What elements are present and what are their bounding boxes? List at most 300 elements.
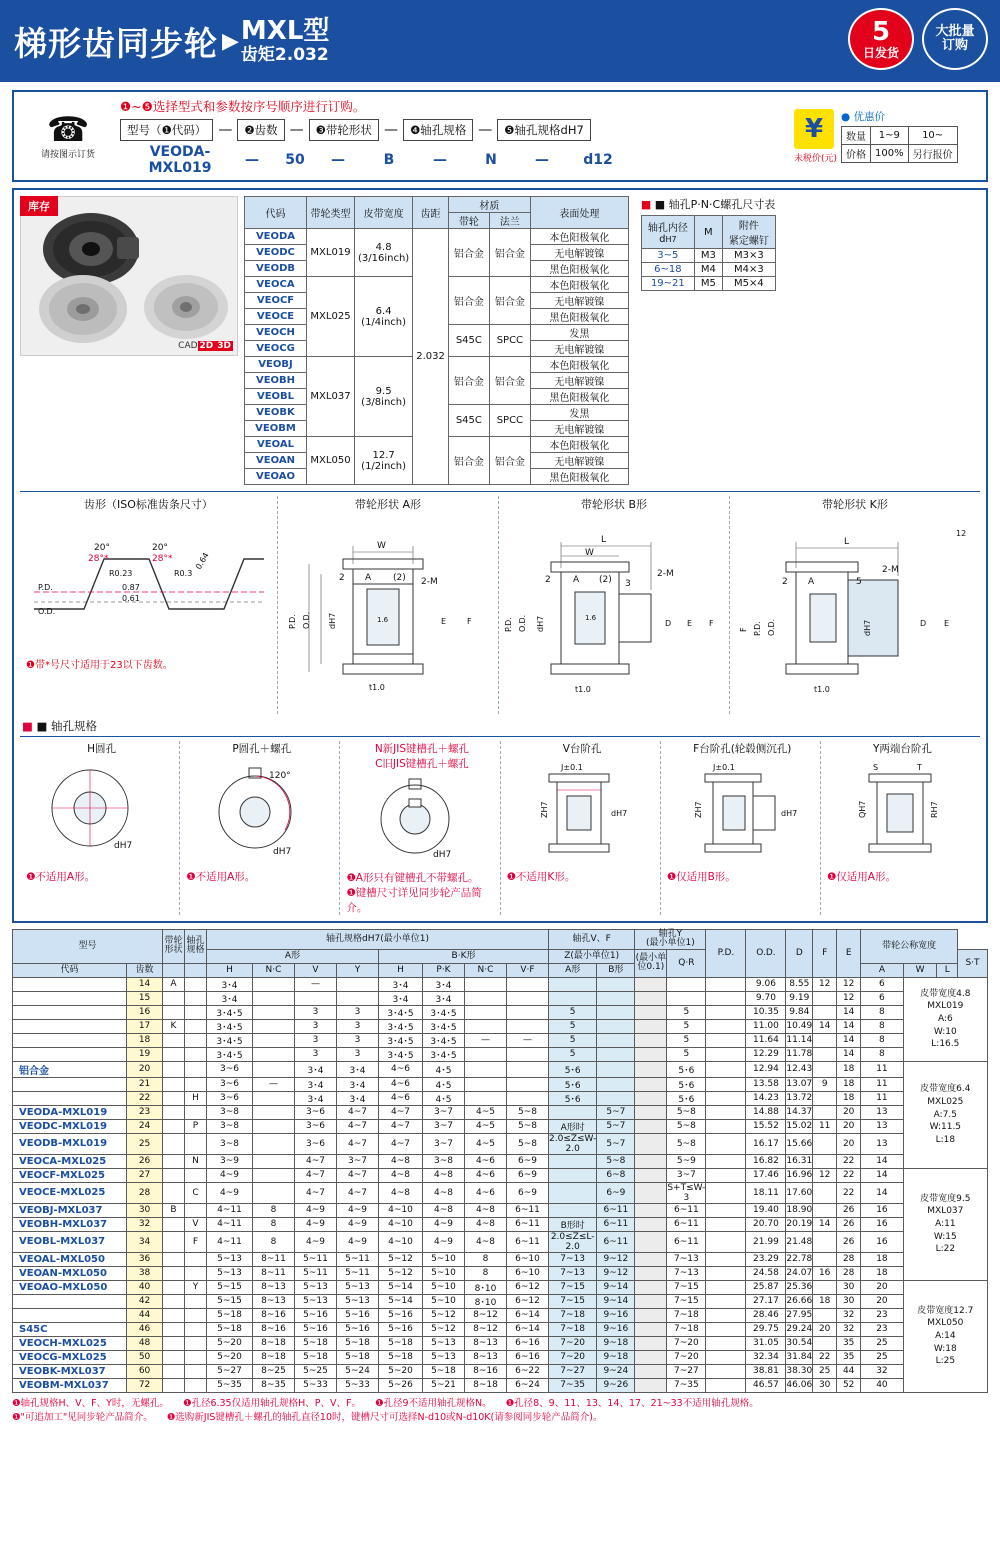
spec-z-B (597, 1061, 635, 1077)
spec-a-NC: 8 (253, 1231, 295, 1252)
spec-b-PK: 4~9 (423, 1217, 465, 1231)
spec-a-H: 5~13 (207, 1252, 253, 1266)
price-table (841, 126, 958, 163)
spec-z-note (635, 1322, 667, 1336)
price-value-2: 另行报价 (908, 144, 957, 162)
spec-a-NC (253, 1033, 295, 1047)
spec-a-V: 5~13 (295, 1280, 337, 1294)
spec-a-V: 5~13 (295, 1294, 337, 1308)
code-cell: VEOAN (245, 453, 307, 469)
spec-a-V: 4~9 (295, 1231, 337, 1252)
bore-v (501, 741, 661, 915)
spec-a-H: 3~8 (207, 1133, 253, 1154)
spec-e: 13 (861, 1105, 903, 1119)
spec-z-A: 7~13 (549, 1252, 597, 1266)
spec-y-QR (667, 991, 706, 1005)
spec-a-V: 3 (295, 1005, 337, 1019)
svg-text:2-M: 2-M (657, 569, 674, 579)
example-model: VEODA-MXL019 (148, 143, 212, 176)
shape-a-svg (281, 514, 496, 714)
spec-bore-shape-cell: N (185, 1154, 207, 1168)
bore-nc-note2-text: ❶键槽尺寸详见同步轮产品简介。 (346, 887, 482, 914)
spec-a-V: 5~11 (295, 1252, 337, 1266)
spec-b-VF (507, 1005, 549, 1019)
spec-col-e: E (837, 930, 861, 978)
bore-y-note-text: ❶仅适用A形。 (826, 871, 896, 883)
spec-col-teeth: 齿数 (127, 963, 163, 977)
mat2-cell: SPCC (489, 325, 530, 357)
spec-a-H: 3~9 (207, 1154, 253, 1168)
spec-d (813, 1091, 837, 1105)
spec-b-NC: 8~12 (465, 1322, 507, 1336)
order-example-row (120, 144, 788, 176)
spec-z-B (597, 1077, 635, 1091)
spec-b-H: 4~8 (379, 1154, 423, 1168)
spec-b-H: 3･4･5 (379, 1019, 423, 1033)
spec-bore-shape-cell: C (185, 1182, 207, 1203)
main-content-box (12, 188, 988, 923)
spec-y-ST (706, 1091, 746, 1105)
table-row (13, 1077, 988, 1091)
spec-f: 12 (837, 977, 861, 991)
spec-a-V: 5~18 (295, 1350, 337, 1364)
order-fields (114, 97, 788, 176)
spec-z-A: 7~20 (549, 1350, 597, 1364)
badge-days-text: 日发货 (862, 46, 899, 60)
spec-a-H: 3~8 (207, 1119, 253, 1133)
spec-a-H: 5~13 (207, 1266, 253, 1280)
spec-a-V (295, 991, 337, 1005)
spec-y-QR: 7~18 (667, 1308, 706, 1322)
spec-b-VF: 6~10 (507, 1266, 549, 1280)
spec-teeth-cell: 38 (127, 1266, 163, 1280)
spec-pd: 11.64 (746, 1033, 786, 1047)
spec-y-ST (706, 991, 746, 1005)
spec-b-H: 3･4･5 (379, 1005, 423, 1019)
price-head-price: 价格 (842, 144, 871, 162)
width-cell: 9.5 (3/8inch) (355, 357, 413, 437)
spec-z-B (597, 977, 635, 991)
badge-shipping-days (848, 8, 914, 70)
spec-a-NC (253, 1182, 295, 1203)
svg-text:0.61: 0.61 (121, 594, 140, 603)
spec-z-A: 2.0≤Z≤L-2.0 (549, 1231, 597, 1252)
spec-a-V: 3･4 (295, 1061, 337, 1077)
spec-b-VF: 6~11 (507, 1231, 549, 1252)
spec-b-PK: 5~12 (423, 1322, 465, 1336)
spec-a-H: 4~9 (207, 1182, 253, 1203)
spec-y-ST (706, 977, 746, 991)
spec-b-NC: 8 (465, 1266, 507, 1280)
code-cell: VEOAO (245, 469, 307, 485)
spec-a-V: 5~18 (295, 1336, 337, 1350)
spec-d: 25 (813, 1364, 837, 1378)
code-cell: VEOBM (245, 421, 307, 437)
spec-y-QR: 7~35 (667, 1378, 706, 1392)
bore-y-note (823, 869, 978, 884)
spec-z-note (635, 1266, 667, 1280)
spec-a-NC: 8~16 (253, 1308, 295, 1322)
spec-f: 18 (837, 1061, 861, 1077)
svg-text:L: L (601, 535, 607, 545)
spec-a-NC: — (253, 1077, 295, 1091)
spec-d: 14 (813, 1019, 837, 1033)
page-header (0, 0, 1000, 82)
spec-col-code: 代码 (13, 963, 127, 977)
spec-a-V: 3~6 (295, 1133, 337, 1154)
spec-z-note (635, 1280, 667, 1294)
spec-b-NC (465, 1019, 507, 1033)
spec-b-NC: 4~5 (465, 1133, 507, 1154)
spec-a-NC (253, 1154, 295, 1168)
spec-z-A: A形时 (549, 1119, 597, 1133)
spec-y-ST (706, 1019, 746, 1033)
spec-shape-blank-1 (163, 963, 185, 977)
mat2-cell: 铝合金 (489, 229, 530, 277)
spec-sub-bPK: P·K (423, 963, 465, 977)
spec-a-NC (253, 1133, 295, 1154)
table-row (13, 1091, 988, 1105)
spec-z-A: 5･6 (549, 1091, 597, 1105)
spec-z-note (635, 1168, 667, 1182)
spec-d (813, 1105, 837, 1119)
spec-teeth-cell: 17 (127, 1019, 163, 1033)
price-block (788, 109, 978, 164)
table-row (13, 1105, 988, 1119)
screw-size: M4×3 (722, 263, 775, 277)
mat1-cell: 铝合金 (448, 277, 489, 325)
mat2-cell: 铝合金 (489, 437, 530, 485)
spec-a-H: 5~35 (207, 1378, 253, 1392)
spec-y-ST (706, 1077, 746, 1091)
spec-bore-shape-cell (185, 1061, 207, 1077)
spec-z-note (635, 1350, 667, 1364)
col-width: 皮带宽度 (355, 197, 413, 229)
spec-teeth-cell: 24 (127, 1119, 163, 1133)
title-arrow-icon: ▶ (222, 28, 239, 54)
svg-text:F: F (709, 619, 714, 628)
spec-b-NC: 8･10 (465, 1280, 507, 1294)
spec-y-QR: 5~8 (667, 1119, 706, 1133)
code-cell: VEOCA (245, 277, 307, 293)
spec-model-cell: VEODA-MXL019 (13, 1105, 127, 1119)
order-instruction-bar (12, 90, 988, 182)
spec-shape-cell: A (163, 977, 185, 991)
spec-a-Y: 3 (337, 1033, 379, 1047)
svg-text:2: 2 (545, 575, 551, 585)
spec-z-A: 5 (549, 1005, 597, 1019)
svg-text:L: L (844, 537, 850, 547)
spec-shape-cell (163, 1252, 185, 1266)
spec-b-PK: 5~21 (423, 1378, 465, 1392)
spec-sub-zB: B形 (597, 963, 635, 977)
spec-sub-a: A (861, 963, 903, 977)
spec-od: 11.14 (786, 1035, 813, 1046)
spec-od: 46.06 (786, 1380, 813, 1391)
spec-od: 16.31 (786, 1156, 813, 1167)
spec-z-A: 7~15 (549, 1294, 597, 1308)
svg-text:R0.23: R0.23 (108, 569, 132, 578)
spec-y-QR: 7~15 (667, 1280, 706, 1294)
code-cell: VEOCG (245, 341, 307, 357)
spec-b-H: 4~7 (379, 1119, 423, 1133)
spec-od: 18.90 (786, 1205, 813, 1216)
spec-bore-shape-cell: Y (185, 1280, 207, 1294)
spec-y-ST (706, 1322, 746, 1336)
spec-b-NC: 8 (465, 1252, 507, 1266)
spec-pd: 11.00 (746, 1019, 786, 1033)
footnote-6: ❶选购新JIS键槽孔＋螺孔的轴孔直径10时，键槽尺寸可选择N-d10或N-d10K(请参阅同步轮产品简介)。 (166, 1412, 603, 1424)
svg-text:dH7: dH7 (536, 615, 545, 632)
tooth-note: ❶带*号尺寸适用于23以下齿数。 (26, 660, 173, 671)
table-row (13, 1019, 988, 1033)
spec-y-QR: 5~8 (667, 1105, 706, 1119)
spec-a-NC: 8 (253, 1217, 295, 1231)
spec-y-ST (706, 1133, 746, 1154)
spec-b-NC (465, 1077, 507, 1091)
spec-e: 16 (861, 1203, 903, 1217)
cad-2d: 2D (199, 341, 214, 351)
spec-f: 44 (837, 1364, 861, 1378)
spec-b-PK: 4~9 (423, 1231, 465, 1252)
spec-bore-shape-cell: H (185, 1091, 207, 1105)
spec-a-NC (253, 1019, 295, 1033)
spec-y-QR: 5･6 (667, 1091, 706, 1105)
spec-col-st: S·T (958, 949, 988, 977)
spec-model-cell: VEOBL-MXL037 (13, 1231, 127, 1252)
svg-text:(2): (2) (392, 573, 406, 583)
code-cell: VEOCE (245, 309, 307, 325)
spec-y-ST (706, 1336, 746, 1350)
bore-p-svg (185, 756, 335, 866)
spec-b-NC: 4~6 (465, 1154, 507, 1168)
spec-bore-shape-cell (185, 1168, 207, 1182)
spec-b-NC: 8･10 (465, 1294, 507, 1308)
spec-b-PK: 3･4･5 (423, 1019, 465, 1033)
spec-model-cell: VEODC-MXL019 (13, 1119, 127, 1133)
spec-y-QR: 7~18 (667, 1322, 706, 1336)
spec-b-H: 5~16 (379, 1322, 423, 1336)
ex-dash-4: — (535, 151, 549, 168)
spec-pd: 29.75 (746, 1322, 786, 1336)
spec-teeth-cell: 25 (127, 1133, 163, 1154)
spec-y-QR: 5 (667, 1047, 706, 1061)
screw-m: M4 (694, 263, 722, 277)
bore-n-title-text: N新JIS键槽孔＋螺孔 (374, 743, 470, 755)
spec-y-QR: 5 (667, 1033, 706, 1047)
spec-e: 8 (861, 1047, 903, 1061)
spec-pd: 14.23 (746, 1091, 786, 1105)
surface-cell: 无电解镀镍 (530, 373, 628, 389)
spec-e: 16 (861, 1231, 903, 1252)
spec-y-ST (706, 1294, 746, 1308)
spec-b-NC: 4~8 (465, 1217, 507, 1231)
screw-bore: 6~18 (641, 263, 694, 277)
spec-z-A: 5･6 (549, 1077, 597, 1091)
spec-width-group: 皮带宽度9.5 MXL037 A:11 W:15 L:22 (903, 1168, 987, 1280)
spec-a-V: 4~9 (295, 1217, 337, 1231)
spec-pd: 18.11 (746, 1182, 786, 1203)
spec-b-PK: 3~7 (423, 1105, 465, 1119)
surface-cell: 黑色阳极氧化 (530, 309, 628, 325)
screw-m: M3 (694, 249, 722, 263)
table-row (245, 229, 629, 245)
screw-col-bore: 轴孔内径 dH7 (641, 216, 694, 249)
spec-y-ST (706, 1308, 746, 1322)
spec-a-V: 4~7 (295, 1154, 337, 1168)
code-table (244, 196, 629, 485)
spec-z-B: 5~7 (597, 1119, 635, 1133)
spec-z-A: 7~27 (549, 1364, 597, 1378)
spec-shape-cell (163, 1294, 185, 1308)
spec-a-V: 3･4 (295, 1091, 337, 1105)
spec-y-QR: 7~27 (667, 1364, 706, 1378)
spec-b-VF: 6~9 (507, 1182, 549, 1203)
spec-b-NC: 8~13 (465, 1336, 507, 1350)
bore-p (180, 741, 340, 915)
table-row (13, 1280, 988, 1294)
spec-y-ST (706, 1364, 746, 1378)
spec-f: 22 (837, 1182, 861, 1203)
spec-teeth-cell: 36 (127, 1252, 163, 1266)
spec-z-B: 9~12 (597, 1266, 635, 1280)
spec-a-H: 3･4･5 (207, 1047, 253, 1061)
code-cell: VEODC (245, 245, 307, 261)
surface-cell: 黑色阳极氧化 (530, 389, 628, 405)
spec-f: 28 (837, 1266, 861, 1280)
svg-text:E: E (440, 617, 446, 626)
svg-text:1.6: 1.6 (585, 614, 597, 622)
spec-b-PK: 4~8 (423, 1168, 465, 1182)
spec-b-VF: 6~9 (507, 1168, 549, 1182)
bore-f-note-text: ❶仅适用B形。 (666, 871, 736, 883)
spec-a-Y: 3~7 (337, 1154, 379, 1168)
spec-shape-cell (163, 1105, 185, 1119)
svg-text:5: 5 (856, 577, 862, 587)
spec-od: 16.96 (786, 1170, 813, 1181)
col-material-pulley: 带轮 (448, 213, 489, 229)
table-row (13, 1203, 988, 1217)
svg-text:J±0.1: J±0.1 (713, 763, 736, 772)
spec-b-PK: 5~10 (423, 1252, 465, 1266)
spec-b-NC: 4~6 (465, 1182, 507, 1203)
bore-section-title-text: ■ 轴孔规格 (36, 719, 98, 733)
page-subtitle (241, 17, 330, 65)
screw-col-m: M (694, 216, 722, 249)
spec-shape-blank-2 (185, 963, 207, 977)
spec-model-cell (13, 1308, 127, 1322)
spec-b-NC: 4~8 (465, 1231, 507, 1252)
surface-cell: 无电解镀镍 (530, 453, 628, 469)
spec-b-H: 4~10 (379, 1231, 423, 1252)
spec-b-PK: 5~10 (423, 1280, 465, 1294)
spec-z-A: 7~35 (549, 1378, 597, 1392)
spec-shape-cell (163, 1168, 185, 1182)
spec-a-Y: 5~16 (337, 1322, 379, 1336)
spec-model-cell (13, 1047, 127, 1061)
table-row (641, 277, 775, 291)
spec-od: 20.19 (786, 1219, 813, 1230)
phone-order-icon-block (22, 109, 114, 160)
spec-shape-cell (163, 1033, 185, 1047)
spec-a-H: 5~15 (207, 1280, 253, 1294)
spec-b-H: 4~10 (379, 1203, 423, 1217)
spec-a-NC (253, 1005, 295, 1019)
spec-d: 22 (813, 1350, 837, 1364)
mat1-cell: 铝合金 (448, 357, 489, 405)
svg-text:J±0.1: J±0.1 (561, 763, 583, 772)
spec-z-B (597, 1033, 635, 1047)
spec-bore-shape-cell (185, 1322, 207, 1336)
spec-model-cell: VEOBK-MXL037 (13, 1364, 127, 1378)
screw-table-title: ■ ■ 轴孔P·N·C螺孔尺寸表 (640, 198, 776, 211)
surface-cell: 发黑 (530, 325, 628, 341)
spec-y-ST (706, 1378, 746, 1392)
spec-z-B (597, 1005, 635, 1019)
spec-z-A (549, 977, 597, 991)
col-type: 带轮类型 (307, 197, 355, 229)
spec-a-V: 4~7 (295, 1182, 337, 1203)
spec-a-Y: 4~7 (337, 1182, 379, 1203)
spec-z-A: 2.0≤Z≤W-2.0 (549, 1133, 597, 1154)
spec-z-A: 5 (549, 1033, 597, 1047)
spec-d (813, 1231, 837, 1252)
spec-teeth-cell: 40 (127, 1280, 163, 1294)
spec-sub-V: V (295, 963, 337, 977)
spec-a-Y: 4~9 (337, 1203, 379, 1217)
spec-b-H: 5~20 (379, 1364, 423, 1378)
svg-text:3: 3 (625, 579, 631, 589)
spec-pd: 23.29 (746, 1252, 786, 1266)
spec-d (813, 1203, 837, 1217)
spec-od: 30.54 (786, 1338, 813, 1349)
spec-teeth-cell: 50 (127, 1350, 163, 1364)
spec-a-Y: 3･4 (337, 1061, 379, 1077)
spec-od: 22.78 (786, 1254, 813, 1265)
tooth-profile-drawing (20, 496, 278, 714)
table-row (13, 1364, 988, 1378)
spec-teeth-cell: 14 (127, 977, 163, 991)
shape-k-svg (730, 514, 980, 714)
spec-b-NC (465, 1005, 507, 1019)
table-row (13, 1231, 988, 1252)
spec-f: 26 (837, 1231, 861, 1252)
spec-col-pulley-shape: 带轮 形状 (163, 930, 185, 964)
order-field-model: 型号（❶代码） (120, 119, 213, 141)
product-photo (20, 196, 238, 356)
spec-b-NC: 8~13 (465, 1350, 507, 1364)
spec-z-A: 7~15 (549, 1280, 597, 1294)
spec-b-VF: 6~10 (507, 1252, 549, 1266)
spec-d (813, 1033, 837, 1047)
screw-size: M5×4 (722, 277, 775, 291)
spec-col-d: D (786, 930, 813, 978)
table-row (13, 1308, 988, 1322)
shape-k-caption: 带轮形状 K形 (822, 498, 888, 511)
svg-text:2-M: 2-M (882, 565, 899, 575)
spec-e: 11 (861, 1077, 903, 1091)
svg-text:P.D.: P.D. (504, 617, 513, 632)
spec-d: 11 (813, 1119, 837, 1133)
spec-d: 16 (813, 1266, 837, 1280)
spec-a-Y: 5~33 (337, 1378, 379, 1392)
spec-od: 14.37 (786, 1107, 813, 1118)
spec-z-note (635, 1336, 667, 1350)
spec-model-cell: VEOAL-MXL050 (13, 1252, 127, 1266)
mat1-cell: S45C (448, 325, 489, 357)
spec-z-note (635, 1217, 667, 1231)
spec-model-cell: VEOCG-MXL025 (13, 1350, 127, 1364)
